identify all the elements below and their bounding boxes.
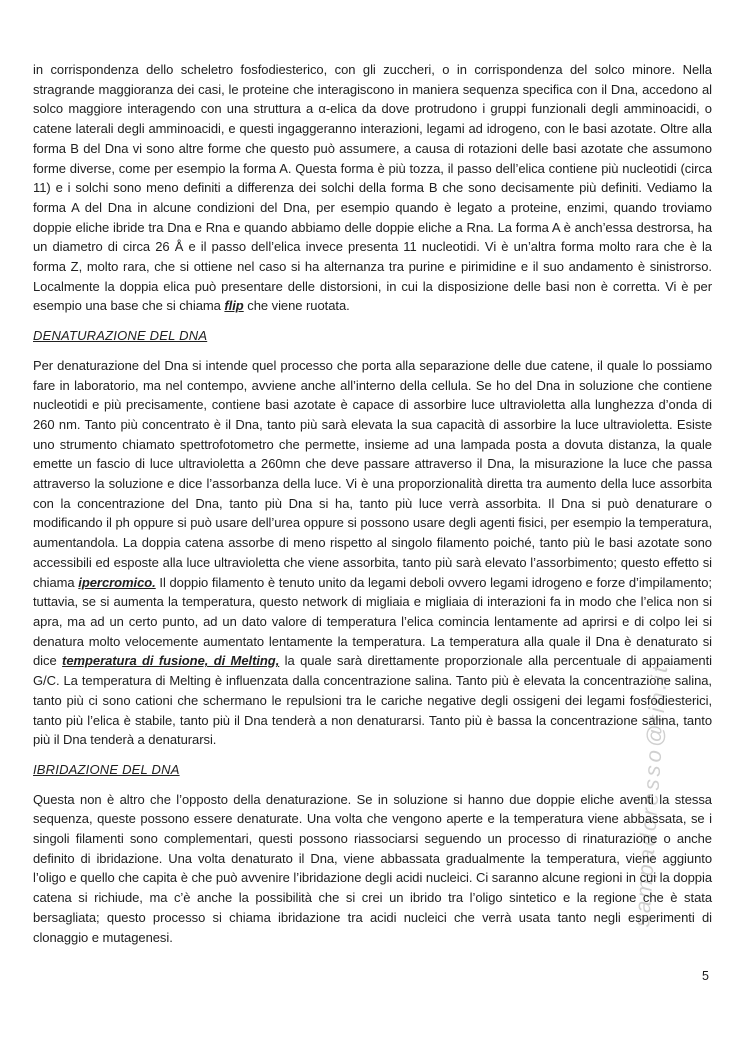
body-text: che viene ruotata. <box>243 298 350 314</box>
body-text: Questa non è altro che l’opposto della denaturazione. Se in soluzione si hanno due doppie eliche aventi la stessa sequenza, queste possono essere denaturate. Una volta che vengono aperte e la temperatura viene abbassata, se i singoli filamenti sono complementari, questi possono riassociarsi seguendo un processo di rinaturazione o anche definito di ibridazione. Una volta denaturato il Dna, viene abbassata gradualmente la temperatura, viene aggiunto l’oligo e quello che capita è che può avvenire l’ibridazione degli acidi nucleici. Ci saranno alcune regioni in cui la doppia catena si richiude, ma c’è anche la possibilità che si crei un ibrido tra l’oligo sintetico e la regione che è stata bersagliata; questo processo si chiama ibridazione tra acidi nucleici che verrà usata tanto negli esperimenti di clonaggio e mutagenesi. <box>33 791 712 945</box>
paragraph <box>33 356 712 750</box>
paragraph <box>33 60 712 316</box>
body-text: IBRIDAZIONE DEL DNA <box>33 761 180 777</box>
body-text: Per denaturazione del Dna si intende quel processo che porta alla separazione delle due catene, il quale lo possiamo fare in laboratorio, ma nel contempo, avviene anche all’interno della cellula. Se ho del Dna in soluzione che contiene nucleotidi e più precisamente, contiene basi azotate è capace di assorbire luce ultravioletta alla lunghezza d’onda di 260 nm. Tanto più concentrato è il Dna, tanto più sarà elevata la sua capacità di assorbire la luce ultravioletta. Esiste uno strumento chiamato spettrofotometro che permette, insieme ad una lampada posta a dovuta distanza, la quale emette un fascio di luce ultravioletta a 260mn che deve passare attraverso il Dna, la misurazione la luce che passa attraverso la soluzione e dice l’assorbanza della luce. Vi è una proporzionalità diretta tra aumento della luce assorbita con la concentrazione del Dna, tanto più Dna si ha, tanto più luce verrà assorbita. Il Dna si può denaturare o modificando il ph oppure si può usare dell’urea oppure si possono usare degli agenti fisici, per esempio la temperatura, aumentandola. La doppia catena assorbe di meno rispetto al singolo filamento poiché, tanto più le basi azotate sono accessibili ed esposte alla luce ultravioletta che viene assorbita, tanto più sarà elevato l’assorbimento; questo effetto si chiama <box>33 357 712 590</box>
document-body <box>33 60 712 957</box>
body-text: la quale sarà direttamente proporzionale alla percentuale di appaiamenti G/C. La temperatura di Melting è influenzata dalla concentrazione salina. Tanto più è elevata la concentrazione salina, tanto più ci sono cationi che schermano le repulsioni tra le cariche negative degli ossigeni dei legami fosfodiesterici, tanto più l’elica è stabile, tanto più il Dna tenderà a non denaturarsi. Tanto più è bassa la concentrazione salina, tanto più il Dna tenderà a denaturarsi. <box>33 653 712 748</box>
watermark: sampadoresso@tin.it <box>629 662 673 928</box>
body-text: DENATURAZIONE DEL DNA <box>33 328 208 344</box>
paragraph <box>33 790 712 948</box>
body-text: in corrispondenza dello scheletro fosfodiesterico, con gli zuccheri, o in corrispondenza del solco minore. Nella stragrande maggioranza dei casi, le proteine che interagiscono in maniera sequenza specifica con il Dna, accedono al solco maggiore interagendo con una struttura a α-elica da dove protrudono i gruppi funzionali degli amminoacidi, o catene laterali degli amminoacidi, e questi ingaggeranno interazioni, legami ad idrogeno, con le basi azotate. Oltre alla forma B del Dna vi sono altre forme che questo può assumere, a causa di rotazioni delle basi azotate che assumono forme diverse, come per esempio la forma A. Questa forma è più tozza, il passo dell’elica contiene più nucleotidi (circa 11) e i solchi sono meno definiti a differenza dei solchi della forma B che sono decisamente più definiti. Vediamo la forma A del Dna in alcune condizioni del Dna, per esempio quando è legato a proteine, enzimi, quando troviamo doppie eliche ibride tra Dna e Rna e quando abbiamo delle doppie eliche a Rna. La forma A è anch’essa destrorsa, ha un diametro di circa 26 Å e il passo dell’elica invece presenta 11 nucleotidi. Vi è un’altra forma molto rara che è la forma Z, molto rara, che si ottiene nel caso si ha alternanza tra purine e pirimidine e il suo andamento è sinistrorso. Localmente la doppia elica può presentare delle distorsioni, in cui la disposizione delle basi non è corretta. Vi è per esempio una base che si chiama <box>33 62 712 314</box>
body-text: Il doppio filamento è tenuto unito da legami deboli ovvero legami idrogeno e forze d’impilamento; tuttavia, se si aumenta la temperatura, questo network di migliaia e migliaia di interazioni fa in modo che l’elica non si apra, ma ad un certo punto, ad un dato valore di temperatura l’elica comincia lentamente ad aprirsi e di colpo lei si denatura molto velocemente aumentato lentamente la temperatura. La temperatura alla quale il Dna è denaturato si dice <box>33 574 712 669</box>
emphasized-text: temperatura di fusione, di Melting, <box>62 653 280 669</box>
section-heading <box>33 760 712 780</box>
page-number: 5 <box>702 969 709 983</box>
section-heading <box>33 326 712 346</box>
emphasized-text: ipercromico. <box>78 574 156 590</box>
emphasized-text: flip <box>224 298 244 314</box>
